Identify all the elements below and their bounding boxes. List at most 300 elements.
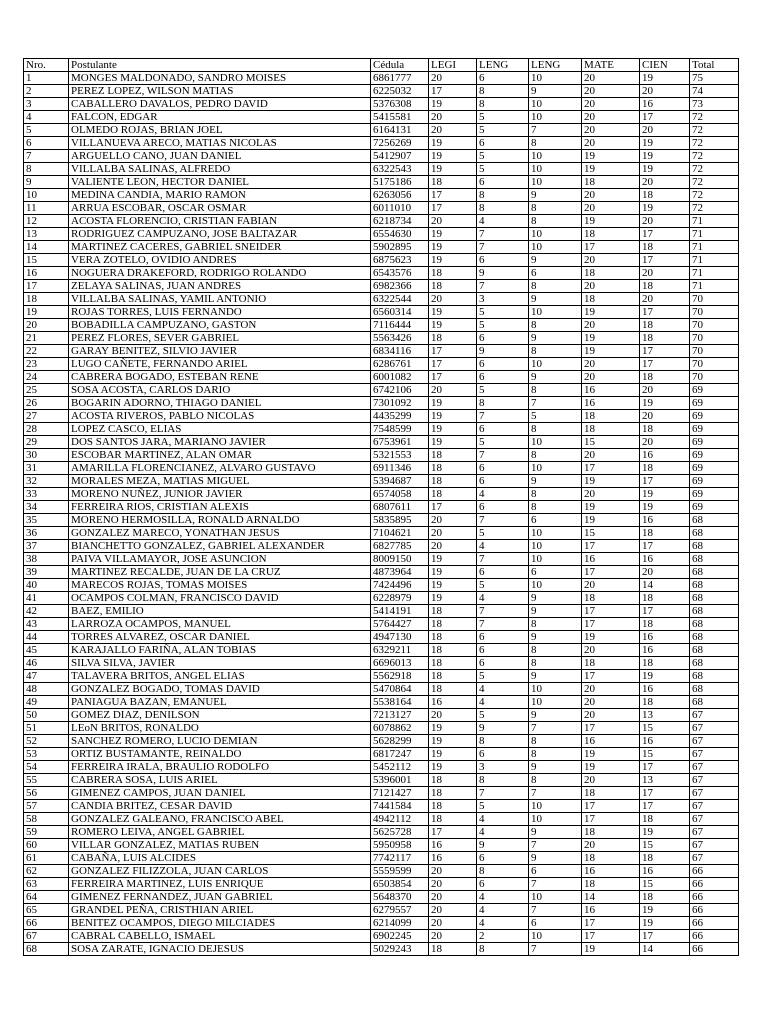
cell-mate: 18 [582,852,640,865]
cell-nro: 63 [24,878,69,891]
cell-legi: 20 [429,124,477,137]
cell-leng-1: 6 [477,566,529,579]
cell-legi: 18 [429,332,477,345]
cell-nro: 56 [24,787,69,800]
cell-nro: 34 [24,501,69,514]
cell-leng-2: 10 [529,436,582,449]
cell-leng-1: 5 [477,579,529,592]
cell-nro: 37 [24,540,69,553]
cell-leng-2: 7 [529,878,582,891]
cell-leng-1: 6 [477,72,529,85]
cell-cedula: 6078862 [371,722,429,735]
cell-total: 68 [690,644,739,657]
cell-total: 68 [690,592,739,605]
cell-cien: 16 [640,514,690,527]
cell-cedula: 5321553 [371,449,429,462]
cell-legi: 17 [429,85,477,98]
table-row [24,891,739,904]
cell-legi: 19 [429,566,477,579]
cell-cedula: 5625728 [371,826,429,839]
cell-nro: 36 [24,527,69,540]
cell-mate: 19 [582,150,640,163]
cell-leng-1: 9 [477,345,529,358]
cell-legi: 20 [429,111,477,124]
cell-leng-1: 7 [477,553,529,566]
cell-legi: 20 [429,891,477,904]
cell-nro: 23 [24,358,69,371]
cell-total: 66 [690,865,739,878]
cell-cedula: 7121427 [371,787,429,800]
cell-postulante: MONGES MALDONADO, SANDRO MOISES [69,72,371,85]
cell-legi: 20 [429,904,477,917]
cell-cien: 15 [640,839,690,852]
cell-legi: 18 [429,813,477,826]
cell-mate: 20 [582,111,640,124]
cell-legi: 18 [429,618,477,631]
cell-total: 69 [690,410,739,423]
cell-postulante: PAIVA VILLAMAYOR, JOSE ASUNCION [69,553,371,566]
cell-leng-2: 9 [529,631,582,644]
cell-cedula: 6503854 [371,878,429,891]
cell-leng-1: 5 [477,800,529,813]
cell-postulante: VILLALBA SALINAS, YAMIL ANTONIO [69,293,371,306]
cell-postulante: CANDIA BRITEZ, CESAR DAVID [69,800,371,813]
cell-nro: 53 [24,748,69,761]
cell-cedula: 5415581 [371,111,429,124]
cell-leng-1: 6 [477,423,529,436]
cell-mate: 20 [582,449,640,462]
table-row [24,384,739,397]
table-row [24,618,739,631]
cell-nro: 48 [24,683,69,696]
cell-leng-2: 10 [529,228,582,241]
cell-nro: 4 [24,111,69,124]
cell-total: 68 [690,670,739,683]
cell-nro: 3 [24,98,69,111]
table-row [24,670,739,683]
cell-cien: 20 [640,384,690,397]
cell-mate: 18 [582,657,640,670]
table-row [24,787,739,800]
cell-legi: 20 [429,72,477,85]
cell-legi: 20 [429,917,477,930]
cell-nro: 22 [24,345,69,358]
cell-nro: 6 [24,137,69,150]
cell-leng-2: 10 [529,241,582,254]
cell-total: 67 [690,735,739,748]
cell-legi: 20 [429,540,477,553]
cell-legi: 19 [429,436,477,449]
cell-cedula: 5902895 [371,241,429,254]
cell-total: 66 [690,878,739,891]
cell-cedula: 6228979 [371,592,429,605]
header-cien: CIEN [640,59,690,72]
cell-cedula: 6322543 [371,163,429,176]
cell-total: 72 [690,176,739,189]
cell-legi: 18 [429,800,477,813]
cell-cien: 20 [640,566,690,579]
cell-total: 68 [690,566,739,579]
cell-leng-2: 8 [529,423,582,436]
cell-nro: 19 [24,306,69,319]
cell-leng-1: 5 [477,306,529,319]
cell-cien: 16 [640,631,690,644]
table-row [24,436,739,449]
cell-legi: 18 [429,943,477,956]
cell-total: 71 [690,280,739,293]
cell-postulante: BOGARIN ADORNO, THIAGO DANIEL [69,397,371,410]
cell-nro: 47 [24,670,69,683]
cell-total: 71 [690,228,739,241]
cell-leng-1: 6 [477,657,529,670]
cell-nro: 40 [24,579,69,592]
cell-cedula: 6807611 [371,501,429,514]
cell-leng-2: 9 [529,293,582,306]
cell-cedula: 6279557 [371,904,429,917]
cell-legi: 20 [429,865,477,878]
cell-cien: 16 [640,98,690,111]
table-row [24,579,739,592]
table-row [24,878,739,891]
cell-cedula: 6218734 [371,215,429,228]
cell-cien: 20 [640,267,690,280]
cell-mate: 18 [582,787,640,800]
cell-mate: 20 [582,72,640,85]
cell-legi: 18 [429,657,477,670]
cell-leng-2: 6 [529,514,582,527]
cell-legi: 18 [429,176,477,189]
cell-cedula: 8009150 [371,553,429,566]
table-row [24,553,739,566]
cell-mate: 17 [582,800,640,813]
table-row [24,163,739,176]
cell-nro: 35 [24,514,69,527]
cell-leng-2: 7 [529,943,582,956]
cell-leng-1: 9 [477,722,529,735]
cell-leng-2: 8 [529,748,582,761]
cell-nro: 24 [24,371,69,384]
cell-cedula: 7441584 [371,800,429,813]
cell-cien: 19 [640,72,690,85]
cell-cien: 19 [640,150,690,163]
cell-cien: 18 [640,332,690,345]
cell-cedula: 6554630 [371,228,429,241]
cell-legi: 19 [429,722,477,735]
cell-postulante: VILLAR GONZALEZ, MATIAS RUBEN [69,839,371,852]
cell-cedula: 4435299 [371,410,429,423]
cell-nro: 31 [24,462,69,475]
cell-total: 67 [690,813,739,826]
cell-cedula: 7301092 [371,397,429,410]
cell-total: 69 [690,436,739,449]
cell-legi: 19 [429,319,477,332]
cell-leng-1: 4 [477,592,529,605]
cell-total: 67 [690,748,739,761]
cell-postulante: KARAJALLO FARIÑA, ALAN TOBIAS [69,644,371,657]
cell-cien: 17 [640,228,690,241]
cell-postulante: FALCON, EDGAR [69,111,371,124]
cell-leng-1: 8 [477,943,529,956]
table-row [24,852,739,865]
cell-postulante: BOBADILLA CAMPUZANO, GASTON [69,319,371,332]
cell-postulante: CABRAL CABELLO, ISMAEL [69,930,371,943]
cell-total: 73 [690,98,739,111]
cell-leng-1: 5 [477,670,529,683]
table-row [24,98,739,111]
cell-legi: 18 [429,774,477,787]
table-row [24,475,739,488]
cell-postulante: GONZALEZ GALEANO, FRANCISCO ABEL [69,813,371,826]
cell-mate: 17 [582,540,640,553]
cell-mate: 17 [582,813,640,826]
cell-nro: 9 [24,176,69,189]
cell-cien: 16 [640,683,690,696]
cell-cedula: 7548599 [371,423,429,436]
cell-postulante: TORRES ALVAREZ, OSCAR DANIEL [69,631,371,644]
cell-legi: 20 [429,527,477,540]
table-row [24,709,739,722]
cell-mate: 20 [582,683,640,696]
cell-legi: 19 [429,137,477,150]
table-row [24,280,739,293]
cell-cien: 15 [640,878,690,891]
table-row [24,332,739,345]
cell-cien: 17 [640,800,690,813]
cell-leng-2: 8 [529,319,582,332]
table-row [24,306,739,319]
table-row [24,501,739,514]
cell-leng-1: 8 [477,98,529,111]
cell-postulante: ACOSTA FLORENCIO, CRISTIAN FABIAN [69,215,371,228]
table-row [24,254,739,267]
cell-leng-2: 10 [529,462,582,475]
cell-postulante: CABRERA BOGADO, ESTEBAN RENE [69,371,371,384]
cell-cien: 15 [640,722,690,735]
cell-cien: 16 [640,449,690,462]
cell-cedula: 6834116 [371,345,429,358]
cell-mate: 18 [582,423,640,436]
table-row [24,358,739,371]
cell-legi: 16 [429,839,477,852]
cell-mate: 18 [582,592,640,605]
cell-nro: 45 [24,644,69,657]
cell-total: 70 [690,332,739,345]
cell-postulante: LARROZA OCAMPOS, MANUEL [69,618,371,631]
cell-postulante: GIMENEZ FERNANDEZ, JUAN GABRIEL [69,891,371,904]
results-table [23,58,739,956]
cell-leng-1: 6 [477,748,529,761]
cell-cedula: 5950958 [371,839,429,852]
cell-postulante: ESCOBAR MARTINEZ, ALAN OMAR [69,449,371,462]
cell-nro: 33 [24,488,69,501]
cell-total: 71 [690,241,739,254]
cell-nro: 50 [24,709,69,722]
table-row [24,904,739,917]
cell-cien: 17 [640,345,690,358]
cell-cien: 20 [640,293,690,306]
cell-leng-1: 7 [477,228,529,241]
cell-legi: 18 [429,449,477,462]
cell-nro: 62 [24,865,69,878]
cell-total: 68 [690,514,739,527]
cell-postulante: LUGO CAÑETE, FERNANDO ARIEL [69,358,371,371]
cell-leng-2: 9 [529,332,582,345]
cell-mate: 17 [582,605,640,618]
cell-cedula: 6263056 [371,189,429,202]
table-row [24,930,739,943]
cell-leng-2: 10 [529,579,582,592]
cell-total: 71 [690,267,739,280]
cell-postulante: VERA ZOTELO, OVIDIO ANDRES [69,254,371,267]
cell-legi: 20 [429,709,477,722]
table-row [24,800,739,813]
cell-leng-2: 9 [529,826,582,839]
cell-mate: 20 [582,709,640,722]
cell-cien: 18 [640,241,690,254]
cell-postulante: FERREIRA RIOS, CRISTIAN ALEXIS [69,501,371,514]
cell-cedula: 5175186 [371,176,429,189]
cell-cien: 16 [640,865,690,878]
cell-mate: 17 [582,670,640,683]
cell-leng-2: 8 [529,774,582,787]
cell-mate: 20 [582,579,640,592]
cell-legi: 17 [429,826,477,839]
cell-leng-2: 8 [529,215,582,228]
cell-mate: 20 [582,488,640,501]
cell-leng-1: 6 [477,176,529,189]
cell-postulante: OCAMPOS COLMAN, FRANCISCO DAVID [69,592,371,605]
cell-total: 70 [690,345,739,358]
cell-legi: 19 [429,241,477,254]
cell-total: 67 [690,852,739,865]
cell-mate: 20 [582,254,640,267]
cell-leng-2: 8 [529,735,582,748]
cell-leng-2: 10 [529,930,582,943]
cell-nro: 59 [24,826,69,839]
cell-cedula: 6817247 [371,748,429,761]
cell-cedula: 5414191 [371,605,429,618]
cell-leng-2: 10 [529,540,582,553]
cell-leng-1: 4 [477,917,529,930]
cell-cien: 16 [640,553,690,566]
cell-postulante: MARTINEZ RECALDE, JUAN DE LA CRUZ [69,566,371,579]
cell-total: 71 [690,215,739,228]
table-row [24,176,739,189]
cell-nro: 41 [24,592,69,605]
cell-cien: 19 [640,670,690,683]
cell-legi: 19 [429,735,477,748]
header-cedula: Cédula [371,59,429,72]
cell-legi: 17 [429,358,477,371]
cell-legi: 20 [429,514,477,527]
cell-leng-1: 2 [477,930,529,943]
cell-postulante: GONZALEZ BOGADO, TOMAS DAVID [69,683,371,696]
cell-postulante: MARTINEZ CACERES, GABRIEL SNEIDER [69,241,371,254]
cell-legi: 17 [429,189,477,202]
cell-total: 67 [690,787,739,800]
cell-cedula: 6560314 [371,306,429,319]
cell-nro: 58 [24,813,69,826]
cell-leng-2: 9 [529,371,582,384]
cell-leng-1: 4 [477,683,529,696]
cell-mate: 14 [582,891,640,904]
cell-leng-2: 7 [529,397,582,410]
cell-nro: 42 [24,605,69,618]
cell-leng-1: 7 [477,449,529,462]
cell-leng-2: 8 [529,488,582,501]
table-row [24,826,739,839]
cell-cedula: 5538164 [371,696,429,709]
cell-cedula: 4942112 [371,813,429,826]
cell-legi: 19 [429,748,477,761]
cell-leng-2: 10 [529,891,582,904]
cell-mate: 20 [582,358,640,371]
table-row [24,657,739,670]
cell-total: 68 [690,553,739,566]
cell-nro: 66 [24,917,69,930]
cell-total: 70 [690,306,739,319]
cell-leng-2: 10 [529,163,582,176]
cell-nro: 49 [24,696,69,709]
cell-legi: 20 [429,293,477,306]
cell-legi: 19 [429,761,477,774]
cell-mate: 19 [582,345,640,358]
cell-leng-1: 3 [477,761,529,774]
cell-nro: 44 [24,631,69,644]
cell-cien: 19 [640,826,690,839]
cell-leng-1: 9 [477,267,529,280]
cell-leng-1: 5 [477,527,529,540]
cell-leng-1: 8 [477,397,529,410]
cell-leng-1: 6 [477,332,529,345]
cell-total: 69 [690,449,739,462]
cell-cien: 18 [640,618,690,631]
cell-total: 66 [690,891,739,904]
cell-total: 68 [690,540,739,553]
cell-total: 72 [690,137,739,150]
cell-legi: 18 [429,644,477,657]
cell-total: 67 [690,722,739,735]
cell-leng-2: 10 [529,111,582,124]
cell-postulante: CABALLERO DAVALOS, PEDRO DAVID [69,98,371,111]
header-total: Total [690,59,739,72]
cell-postulante: VILLANUEVA ARECO, MATIAS NICOLAS [69,137,371,150]
cell-cien: 19 [640,488,690,501]
table-row [24,735,739,748]
cell-cedula: 4947130 [371,631,429,644]
cell-postulante: PANIAGUA BAZAN, EMANUEL [69,696,371,709]
cell-total: 70 [690,293,739,306]
cell-cien: 19 [640,917,690,930]
cell-leng-1: 4 [477,826,529,839]
cell-total: 68 [690,657,739,670]
cell-nro: 32 [24,475,69,488]
cell-cedula: 6011010 [371,202,429,215]
cell-nro: 14 [24,241,69,254]
cell-legi: 19 [429,553,477,566]
cell-leng-2: 6 [529,566,582,579]
cell-nro: 60 [24,839,69,852]
cell-cedula: 6574058 [371,488,429,501]
cell-cien: 20 [640,436,690,449]
cell-legi: 18 [429,475,477,488]
cell-legi: 18 [429,631,477,644]
cell-leng-2: 6 [529,865,582,878]
cell-cedula: 6001082 [371,371,429,384]
cell-legi: 17 [429,345,477,358]
cell-cien: 18 [640,189,690,202]
cell-cedula: 6742106 [371,384,429,397]
